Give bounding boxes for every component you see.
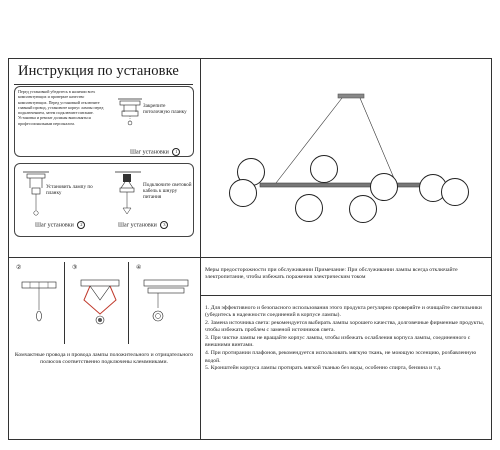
step-3-caption: Шаг установки [118, 222, 157, 229]
cable-connect-icon [111, 168, 145, 218]
step-3-number: 3 [160, 221, 168, 229]
column-divider [200, 58, 201, 440]
maintenance-note-2: 2. Замена источника света: рекомендуется выбирать лампы хорошего качества, долговечные фирменные продукты, чтобы избежать проблем с заменой источников света. [205, 320, 485, 334]
maintenance-note-1: 1. Для эффективного и безопасного использования этого продукта регулярно проверяйте и очищайте светильники (убедитесь в надежности соединений в корпусе лампы). [205, 305, 482, 319]
step-2-number: 2 [77, 221, 85, 229]
step-2-3-box [14, 163, 194, 237]
ceiling-plate-icon [116, 95, 146, 135]
wiring-panel-2-number: ③ [72, 265, 78, 271]
wiring-panels [12, 262, 196, 344]
terminal-block-icon [20, 276, 60, 340]
precautions-text: Меры предосторожности при обслуживании Примечание: При обслуживании лампы всегда отключайте электропитание, чтобы избежать поражения электрическим током [205, 267, 458, 281]
chandelier-illustration [205, 62, 490, 252]
wiring-text: Комчактные провода и провода лампы положительного и отрицательного полюсов соответственно подключены клеммниками. [14, 352, 194, 366]
wire-connection-icon [78, 274, 122, 340]
maintenance-note-4: 4. При протирании плафонов, рекомендуется использовать мягкую ткань, не моющую эссенцию, розбавленную водой. [205, 350, 477, 364]
cover-fixing-icon [140, 274, 194, 340]
step-1-intro: Перед установкой убедитесь в наличии всех комплектующих и проверьте качество комплектующих. Перед установкой отключите главный провод, установите корпус лампы перед подключением, затем подключите питание. Установка и ремонт должны выполняться профессиональным персоналом. [18, 89, 104, 126]
step-1-note: Закрепите потолочную планку [143, 103, 187, 116]
wiring-divider-1 [64, 262, 65, 344]
step-2-note: Установить лампу по планку [46, 184, 93, 197]
page-title: Инструкция по установке [18, 63, 179, 79]
wiring-panel-3-number: ④ [136, 265, 142, 271]
wiring-panel-1-number: ② [16, 265, 22, 271]
step-1-caption-wrap [130, 148, 180, 156]
step-3-note: Подключите световой кабель к шнуру питания [143, 182, 192, 201]
wiring-divider-2 [128, 262, 129, 344]
row-divider [8, 257, 492, 258]
maintenance-notes [205, 305, 487, 373]
maintenance-note-3: 3. При чистке лампы не вращайте корпус лампы, чтобы избежать ослабления корпуса лампы, соединенного с внешними винтами. [205, 335, 471, 349]
step-2-caption-wrap [35, 221, 85, 229]
step-1-caption: Шаг установки [130, 149, 169, 156]
step-3-caption-wrap [118, 221, 168, 229]
step-1-box [14, 86, 194, 157]
maintenance-note-5: 5. Кронштейн корпуса лампы протирать мягкой тканью без воды, особенно спирта, бензина и т.д. [205, 365, 442, 372]
title-underline [14, 84, 193, 85]
precautions-divider [200, 295, 492, 296]
step-1-number: 1 [172, 148, 180, 156]
step-2-caption: Шаг установки [35, 222, 74, 229]
